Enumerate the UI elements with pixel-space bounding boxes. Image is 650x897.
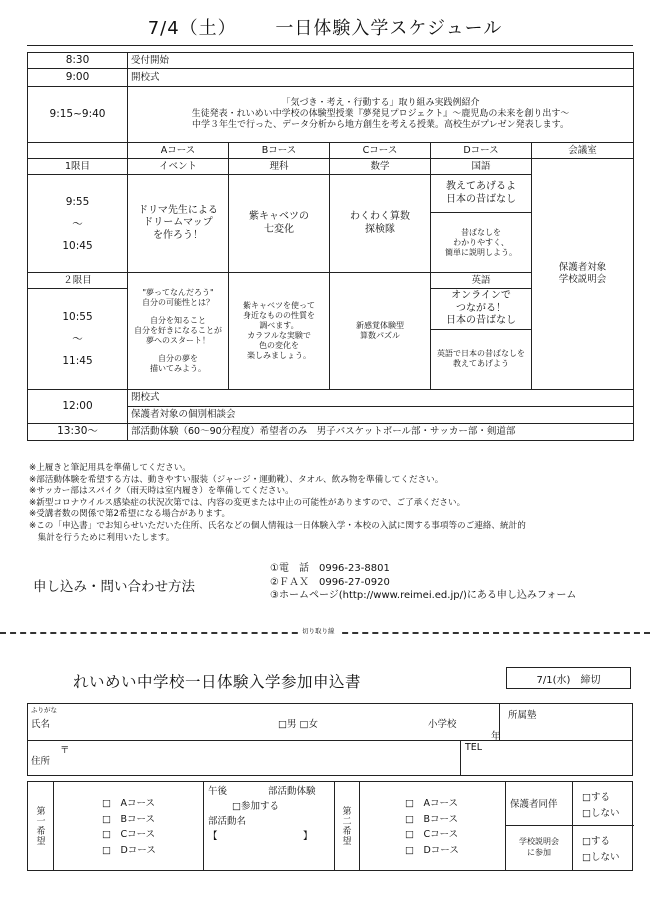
note-item: 集計を行うために利用いたします。 xyxy=(29,532,175,543)
intro-line-1: 「気づき・考え・行動する」取り組み実践例紹介 xyxy=(281,97,480,108)
course-b-desc: 紫キャベツを使って 身近なものの性質を 調べます。 カラフルな実験で 色の変化を 楽しみましょう。 xyxy=(229,273,330,390)
guardian-divider xyxy=(506,825,634,826)
course-b-subject: 理科 xyxy=(229,159,330,175)
course-d2-desc: 英語で日本の昔ばなしを 教えてあげよう xyxy=(431,329,532,389)
course-c-header: Cコース xyxy=(330,143,431,159)
first-choice-label-cell xyxy=(27,781,54,871)
club-section xyxy=(203,781,335,871)
schedule-table xyxy=(27,52,634,441)
deadline-badge: 7/1(水) 締切 xyxy=(506,667,631,689)
address-field[interactable] xyxy=(27,740,461,776)
page-title xyxy=(0,14,650,40)
note-item: ※新型コロナウイルス感染症の状況次第では、内容の変更または中止の可能性がありますので、ご了承ください。 xyxy=(29,497,466,508)
intro-cell xyxy=(128,87,634,143)
briefing-label: 学校説明会 に参加 xyxy=(519,837,559,857)
note-item: ※サッカー部はスパイク（雨天時は室内履き）を準備してください。 xyxy=(29,486,294,497)
course-d2-title: オンラインで つながる！ 日本の昔ばなし xyxy=(431,289,532,330)
club-exp-label: 部活動体験 xyxy=(268,786,316,797)
form-title: れいめい中学校一日体験入学参加申込書 xyxy=(73,673,362,691)
gender-options[interactable]: □男 □女 xyxy=(278,719,318,730)
note-item: ※この「申込書」でお知らせいただいた住所、氏名などの個人情報は一日体験入学・本校の入試に関する事項等のご連絡、統計的 xyxy=(29,520,526,531)
schedule-title: 一日体験入学スケジュール xyxy=(275,18,503,39)
first-choice-options xyxy=(102,796,156,858)
course-c-subject: 数学 xyxy=(330,159,431,175)
second-choice-a[interactable]: □ Aコース xyxy=(405,798,458,809)
time-1200: 12:00 xyxy=(28,389,128,423)
tel-label: TEL xyxy=(465,742,483,753)
p2-tilde: ～ xyxy=(72,332,83,345)
postal-mark: 〒 xyxy=(60,745,70,756)
period-1-label: 1限目 xyxy=(28,159,128,175)
second-choice-d[interactable]: □ Dコース xyxy=(405,844,459,856)
period-1-time xyxy=(28,175,128,273)
first-choice-a[interactable]: □ Aコース xyxy=(102,798,155,809)
reception-cell: 受付開始 xyxy=(128,53,634,69)
consult-cell: 保護者対象の個別相談会 xyxy=(128,406,634,423)
afternoon-label: 午後 xyxy=(208,786,228,797)
event-date: 7/4（土） xyxy=(147,18,237,39)
contact-web[interactable]: ③ホームページ(http://www.reimei.ed.jp/)にある申し込みフォーム xyxy=(270,590,577,601)
guardian-no[interactable]: □しない xyxy=(582,808,620,819)
course-a-header: Aコース xyxy=(128,143,229,159)
first-choice-b[interactable]: □ Bコース xyxy=(102,813,156,825)
school-label: 小学校 xyxy=(428,719,457,730)
cram-school-field[interactable] xyxy=(499,703,633,741)
year-label: 年 xyxy=(491,731,501,742)
course-d2-subject: 英語 xyxy=(431,273,532,289)
time-0915: 9:15~9:40 xyxy=(28,87,128,143)
time-1330: 13:30～ xyxy=(28,423,128,440)
p1-tilde: ～ xyxy=(72,217,83,230)
course-a-desc xyxy=(128,273,229,390)
second-choice-options xyxy=(405,796,459,858)
club-name-label: 部活動名 xyxy=(208,816,247,827)
room-briefing-cell: 保護者対象 学校説明会 xyxy=(532,159,634,390)
course-a-title: ドリマ先生による ドリームマップ を作ろう！ xyxy=(128,175,229,273)
time-0830: 8:30 xyxy=(28,53,128,69)
first-choice-label: 第一希望 xyxy=(34,806,45,846)
note-item: ※上履きと筆記用具を準備してください。 xyxy=(29,463,191,473)
p2-start: 10:55 xyxy=(62,310,93,323)
closing-cell: 閉校式 xyxy=(128,389,634,406)
contact-methods xyxy=(270,562,576,603)
cut-label: 切り取り線 xyxy=(298,626,339,635)
club-cell: 部活動体験（60～90分程度）希望者のみ 男子バスケットボール部・サッカー部・剣道部 xyxy=(128,423,634,440)
first-choice-d[interactable]: □ Dコース xyxy=(102,844,156,856)
contact-fax: ②ＦＡＸ 0996-27-0920 xyxy=(270,576,390,588)
note-item: ※受講者数の関係で第2希望になる場合があります。 xyxy=(29,509,231,520)
p1-start: 9:55 xyxy=(65,195,90,208)
guardian-label: 保護者同伴 xyxy=(510,799,558,810)
guardian-yes[interactable]: □する xyxy=(582,792,610,803)
notes-list xyxy=(29,463,629,544)
second-choice-b[interactable]: □ Bコース xyxy=(405,813,459,825)
second-choice-label: 第二希望 xyxy=(340,806,351,846)
briefing-yes[interactable]: □する xyxy=(582,836,610,847)
tel-field[interactable] xyxy=(460,740,633,776)
intro-line-2: 生徒発表・れいめい中学校の体験型授業『夢発見プロジェクト』～鹿児島の未来を創り出す～ xyxy=(191,109,570,119)
p2-end: 11:45 xyxy=(62,354,93,367)
club-name-input[interactable]: 【 】 xyxy=(208,831,313,842)
period-2-time xyxy=(28,289,128,390)
course-b-header: Bコース xyxy=(229,143,330,159)
contact-tel: ①電 話 0996-23-8801 xyxy=(270,563,390,574)
furigana-label: ふりがな xyxy=(31,706,57,714)
time-0900: 9:00 xyxy=(28,69,128,87)
course-d1-title: 教えてあげるよ 日本の昔ばなし xyxy=(431,175,532,213)
second-choice-c[interactable]: □ Cコース xyxy=(405,829,459,840)
note-item: ※部活動体験を希望する方は、動きやすい服装（ジャージ・運動靴）、タオル、飲み物を準備してください。 xyxy=(29,474,444,485)
a-desc-1: "夢ってなんだろう" 自分の可能性とは？ xyxy=(142,287,214,307)
cram-label: 所属塾 xyxy=(508,710,537,721)
participate-checkbox[interactable]: □参加する xyxy=(232,801,279,812)
course-d-subject: 国語 xyxy=(431,159,532,175)
intro-line-3: 中学３年生で行った、データ分析から地方創生を考える授業。高校生がプレゼン発表します。 xyxy=(192,120,569,131)
name-field[interactable] xyxy=(27,703,500,741)
course-c-title: わくわく算数 探検隊 xyxy=(330,175,431,273)
second-choice-label-cell xyxy=(333,781,360,871)
first-choice-c[interactable]: □ Cコース xyxy=(102,829,156,840)
apply-heading: 申し込み・問い合わせ方法 xyxy=(33,579,195,595)
course-d-header: Dコース xyxy=(431,143,532,159)
period-2-label: ２限目 xyxy=(28,273,128,289)
briefing-no[interactable]: □しない xyxy=(582,852,620,863)
course-c-desc: 新感覚体験型 算数パズル xyxy=(330,273,431,390)
guardian-section xyxy=(505,781,634,871)
a-desc-3: 自分の夢を 描いてみよう。 xyxy=(150,353,206,373)
guardian-col-divider xyxy=(572,781,573,871)
room-header: 会議室 xyxy=(532,143,634,159)
course-a-subject: イベント xyxy=(128,159,229,175)
name-label: 氏名 xyxy=(31,719,51,730)
address-label: 住所 xyxy=(31,756,51,767)
opening-cell: 開校式 xyxy=(128,69,634,87)
title-underline xyxy=(27,45,633,46)
a-desc-2: 自分を知ること 自分を好きになることが夢へのスタート！ xyxy=(134,315,222,345)
course-header-blank xyxy=(28,143,128,159)
course-b-title: 紫キャベツの 七変化 xyxy=(229,175,330,273)
course-d1-desc: 昔ばなしを わかりやすく、 簡単に説明しよう。 xyxy=(431,213,532,273)
p1-end: 10:45 xyxy=(62,239,93,252)
